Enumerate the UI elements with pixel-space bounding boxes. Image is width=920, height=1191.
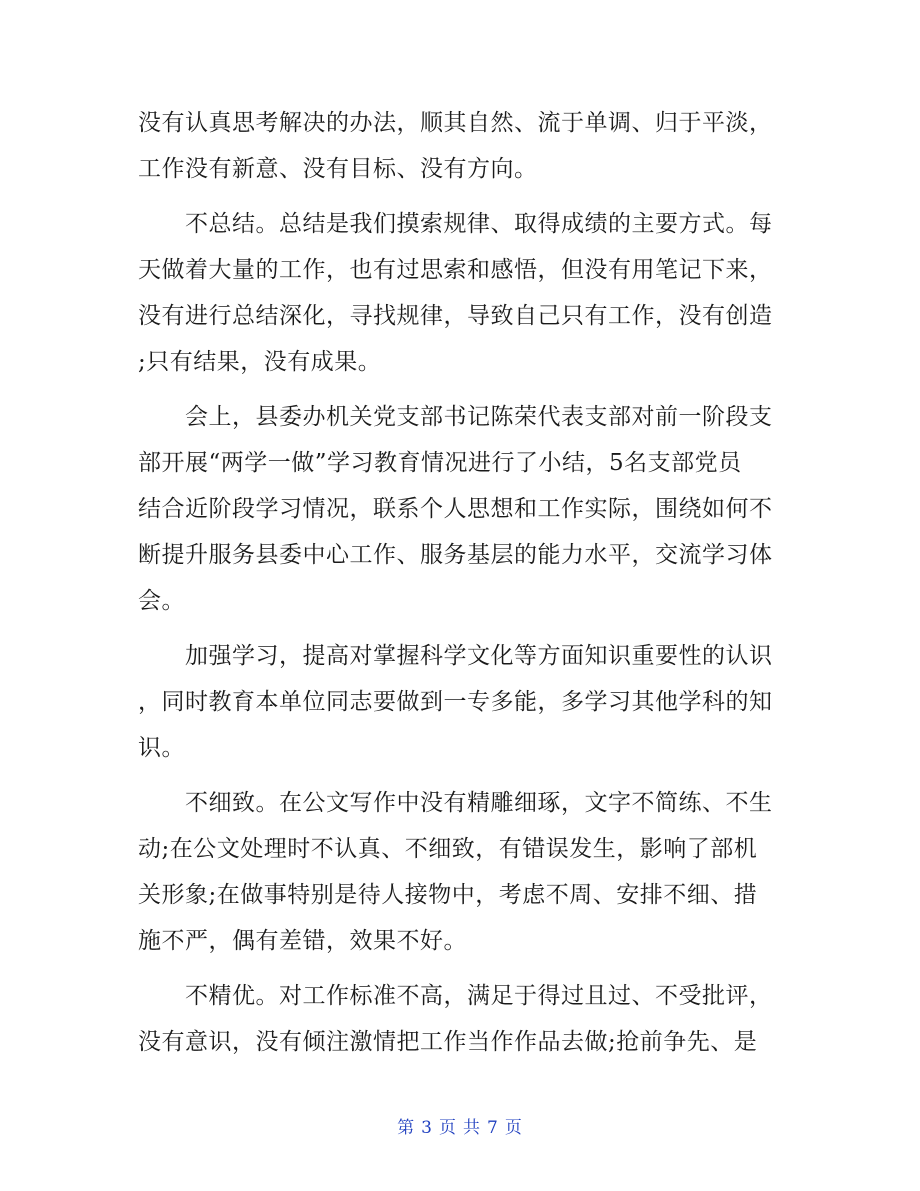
text-line: 部开展“两学一做”学习教育情况进行了小结，5名支部党员 [138, 450, 742, 476]
document-body [138, 100, 790, 1065]
footer-total-prefix: 共 [463, 1118, 481, 1138]
paragraph-gap [138, 624, 790, 633]
text-line: 加强学习，提高对掌握科学文化等方面知识重要性的认识 [138, 643, 773, 669]
paragraph-gap [138, 192, 790, 201]
paragraph [138, 100, 790, 192]
text-line: 施不严，偶有差错，效果不好。 [138, 928, 467, 954]
paragraph-gap [138, 385, 790, 394]
text-line: 结合近阶段学习情况，联系个人思想和工作实际，围绕如何不 [138, 496, 773, 522]
footer-current-page: 3 [421, 1118, 433, 1138]
text-line: 识。 [138, 735, 185, 761]
text-line: 断提升服务县委中心工作、服务基层的能力水平，交流学习体 [138, 542, 773, 568]
footer-total-pages: 7 [487, 1118, 499, 1138]
paragraph-gap [138, 771, 790, 780]
paragraph [138, 973, 790, 1065]
paragraph [138, 780, 790, 964]
text-line: ，同时教育本单位同志要做到一专多能，多学习其他学科的知 [138, 689, 773, 715]
page-footer [0, 1113, 920, 1138]
text-line: 天做着大量的工作，也有过思索和感悟，但没有用笔记下来， [138, 257, 773, 283]
text-line: 没有意识，没有倾注激情把工作当作作品去做;抢前争先、是 [138, 1029, 758, 1055]
text-line: 动;在公文处理时不认真、不细致，有错误发生，影响了部机 [138, 836, 758, 862]
paragraph-gap [138, 964, 790, 973]
text-line: 不总结。总结是我们摸索规律、取得成绩的主要方式。每 [138, 211, 773, 237]
text-line: 没有认真思考解决的办法，顺其自然、流于单调、归于平淡， [138, 110, 773, 136]
text-line: 不精优。对工作标准不高，满足于得过且过、不受批评， [138, 983, 773, 1009]
footer-page-word-2: 页 [504, 1118, 523, 1138]
text-line: 关形象;在做事特别是待人接物中，考虑不周、安排不细、措 [138, 882, 758, 908]
paragraph [138, 394, 790, 624]
text-line: 没有进行总结深化，寻找规律，导致自己只有工作，没有创造 [138, 303, 773, 329]
text-line: 工作没有新意、没有目标、没有方向。 [138, 156, 538, 182]
text-line: 会上，县委办机关党支部书记陈荣代表支部对前一阶段支 [138, 404, 773, 430]
paragraph [138, 633, 790, 771]
text-line: 不细致。在公文写作中没有精雕细琢，文字不简练、不生 [138, 790, 773, 816]
paragraph [138, 201, 790, 385]
footer-page-prefix: 第 [397, 1118, 416, 1138]
text-line: ;只有结果，没有成果。 [138, 349, 382, 375]
text-line: 会。 [138, 588, 185, 614]
footer-page-word: 页 [439, 1118, 457, 1138]
